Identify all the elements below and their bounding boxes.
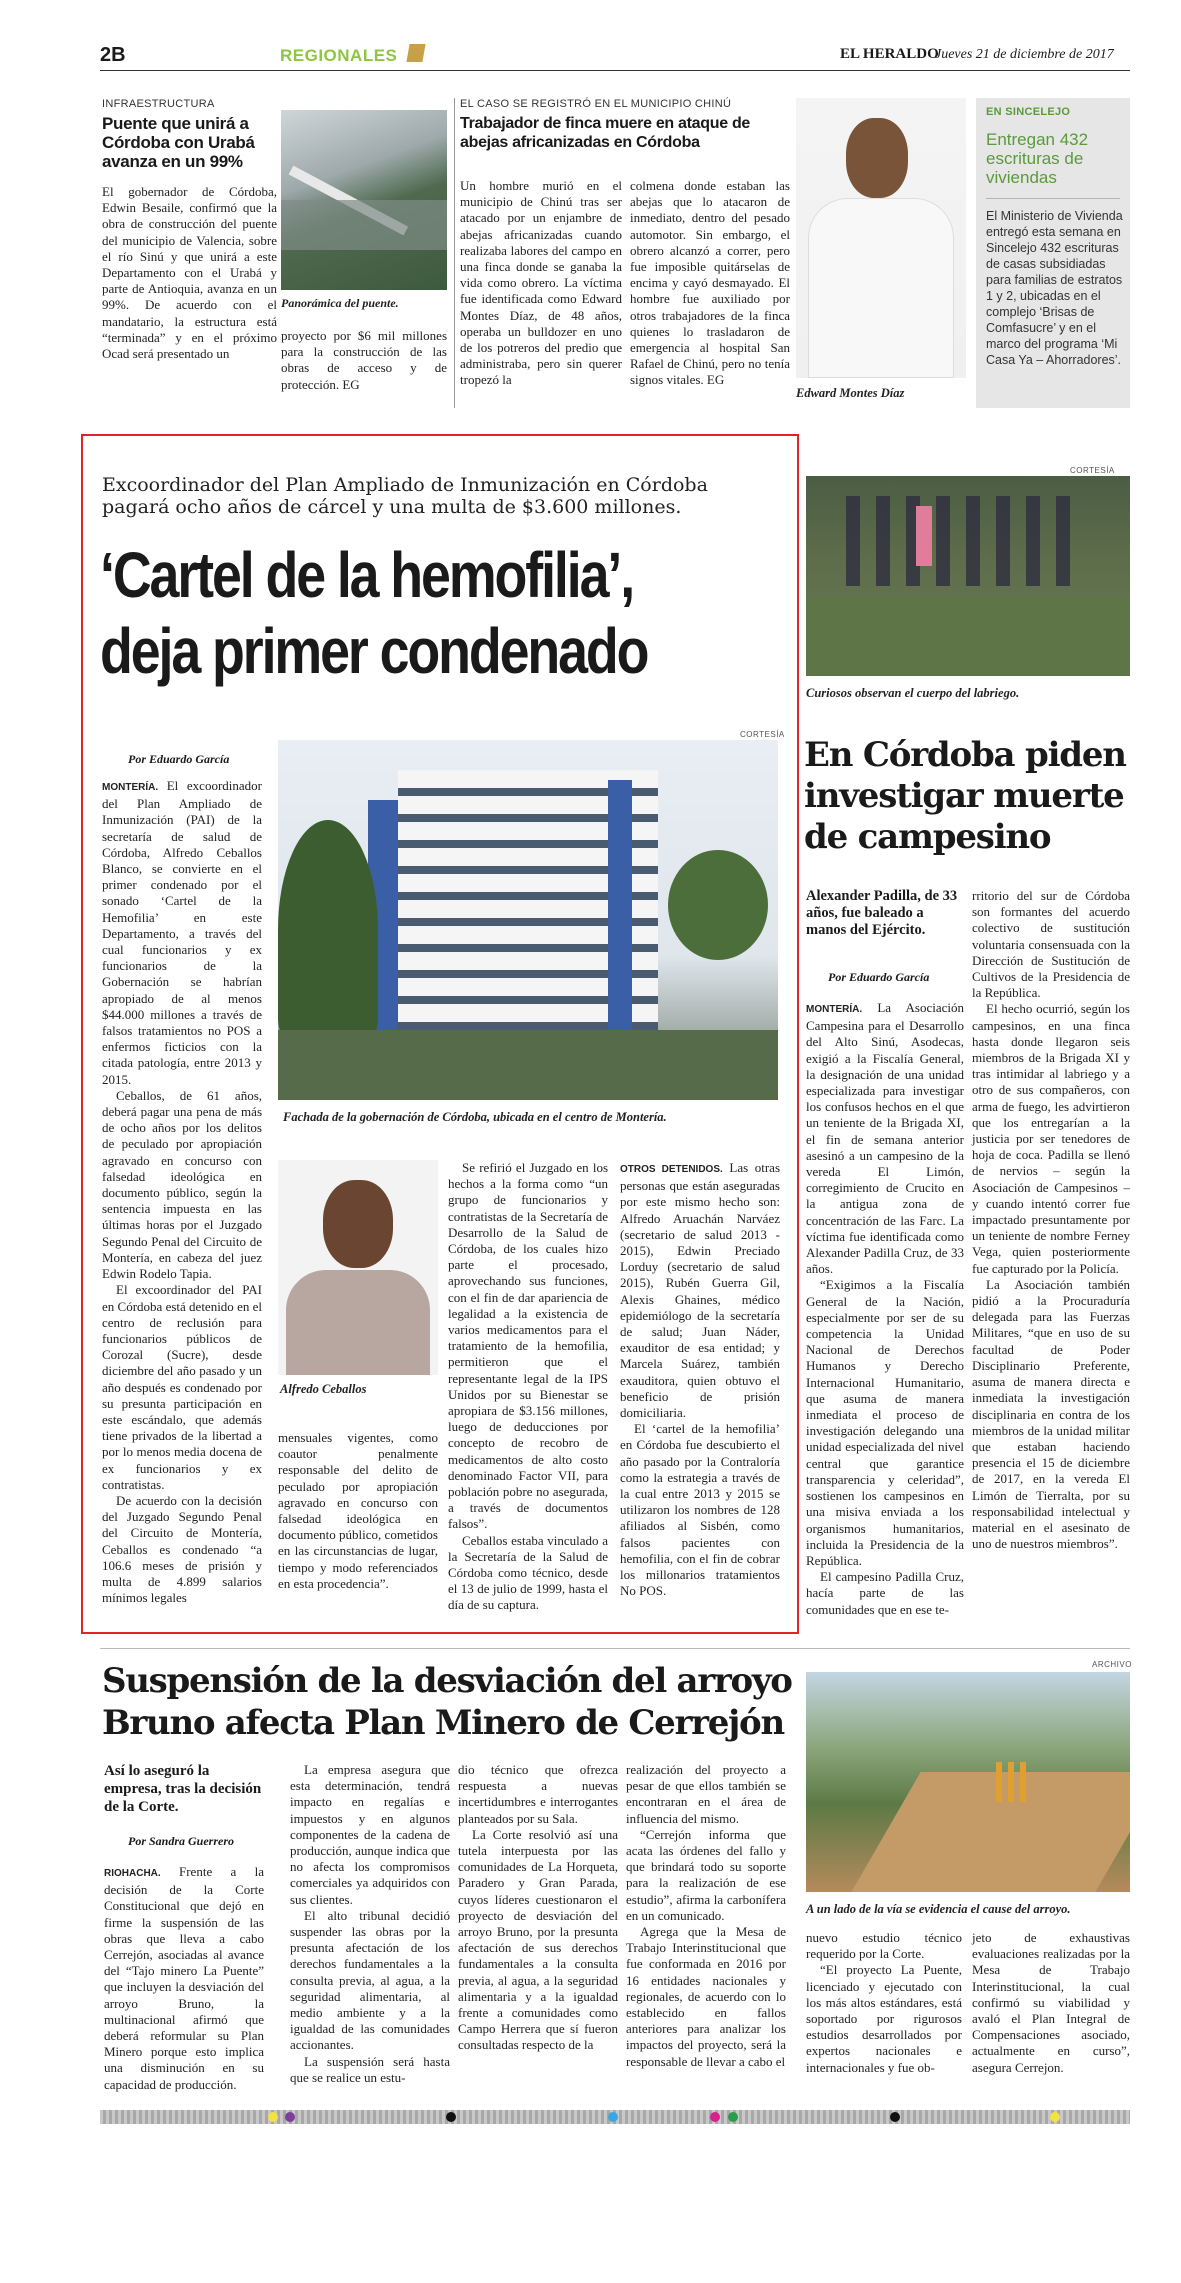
bottom-col2-p2: El alto tribunal decidió suspender las obras por la presunta afectación de los derechos fundamentales a la consulta previa, al agua, a la seguridad alimentaria, al medio ambiente y a la igualdad de las comunidades accionantes.	[290, 1907, 450, 2053]
bottom-col5-p2: “El proyecto La Puente, licenciado y ejecutado con los más altos estándares, está soportado por rigurosos estudios desarrollados por expertos nacionales e internacionales y fue ob-	[806, 1962, 962, 2075]
figure-pink	[916, 506, 932, 566]
divider	[454, 98, 455, 408]
main-col4-p1: Las otras personas que están aseguradas por este mismo hecho son: Alfredo Aruachán Narváez (secretario de salud 2013 - 2015), Edwin Preciado Lorduy (secretario de salud 2015), Rubén Guerra Gil, Alexis Ghaines, médico epidemiólogo de la secretaría de salud; Juan Náder, exauditor de esa entidad; y Marcela Suárez, también exauditora, quien obtuvo el beneficio de prisión domiciliaria.	[620, 1160, 781, 1421]
bottom-col3-p1: dio técnico que ofrezca respuesta a nuevas incertidumbres e interrogantes planteados por su Sala.	[458, 1762, 618, 1826]
story1-body: El gobernador de Córdoba, Edwin Besaile, confirmó que la obra de construcción del puente del municipio de Valencia, sobre el río Sinú y que unirá a este Departamento con el Urabá y parte de Antioquia, avanza en un 99%. De acuerdo con el mandatario, la estructura está “terminada” y en el próximo Ocad será presentado un	[102, 184, 277, 362]
arroyo-photo	[806, 1672, 1130, 1892]
victim-portrait	[796, 98, 966, 378]
portrait-body	[808, 198, 954, 378]
issue-date: Jueves 21 de diciembre de 2017	[935, 47, 1114, 62]
bottom-deck: Así lo aseguró la empresa, tras la decisión de la Corte.	[104, 1763, 262, 1815]
main-col1-p3: El excoordinador del PAI en Córdoba está detenido en el centro de reclusión para funcionarios públicos de Corozal (Sucre), desde diciembre del año pasado y un año después es condenado por su presunta participación en este escándalo, que además tiene privados de la libertad a por lo menos media docena de ex funcionarios y ex contratistas.	[102, 1282, 262, 1492]
tree-left	[278, 820, 378, 1040]
story1-body-end: proyecto por $6 mil millones para la construcción de las obras de acceso y de protección. EG	[281, 328, 447, 392]
bottom-col3-p2: La Corte resolvió así una tutela interpuesta por las comunidades de La Horqueta, Paradero y Gran Parada, cuyos líderes cuestionaron el proyecto de desviación del arroyo Bruno, por la presunta afectación de sus derechos fundamentales a la consulta previa, al agua, a la seguridad alimentaria y a la igualdad frente a comunidades como Campo Herrera que sí fueron consultadas respecto de la	[458, 1826, 618, 2053]
ceballos-portrait	[278, 1160, 438, 1375]
bottom-col2	[290, 1762, 450, 2086]
main-col1-p2: Ceballos, de 61 años, deberá pagar una pena de más de ocho años por los delitos de peculado por apropiación agravado en concurso con falsedad ideológica en documento público, según la sentencia impuesta en las últimas horas por el Juzgado Segundo Penal del Circuito de Montería, en cabeza del juez Edwin Rodelo Tapia.	[102, 1087, 262, 1282]
sidebar-headline: Entregan 432 escrituras de viviendas	[986, 130, 1089, 187]
campesino-headline: En Córdoba piden investigar muerte de campesino	[804, 735, 1126, 857]
bottom-col1-p1: Frente a la decisión de la Corte Constitucional que dejó en firme la suspensión de las obras que lleva a cabo Cerrejón, asociadas al avance del “Tajo minero La Puente” que incluyen la desviación del arroyo Bruno, la multinacional afirmó que deberá reformular su Plan Minero porque esto implica una disminución en su capacidad de producción.	[104, 1864, 264, 2092]
page-header	[100, 40, 1130, 80]
ceballos-shirt	[286, 1270, 430, 1375]
campesino-col1	[806, 1000, 964, 1618]
campesino-byline: Por Eduardo García	[828, 970, 930, 984]
registration-dot	[285, 2112, 295, 2122]
main-col4-subhead: OTROS DETENIDOS.	[620, 1164, 723, 1175]
campesino-photo-caption: Curiosos observan el cuerpo del labriego.	[806, 686, 1020, 700]
main-photo-credit: CORTESÍA	[740, 730, 785, 739]
story2-col1: Un hombre murió en el municipio de Chinú tras ser atacado por un enjambre de abejas africanizadas cuando realizaba labores del campo en una finca donde se ganaba la vida como obrero. La víctima fue identificada como Edward Montes Díaz, de 48 años, operaba un bulldozer en uno de los potreros del predio que administraba, pero sin querer tropezó la	[460, 178, 622, 388]
sidebar-rule	[986, 198, 1120, 199]
portrait-head	[846, 118, 908, 198]
footer-strip	[100, 2110, 1130, 2124]
main-col1-p1: El excoordinador del Plan Ampliado de Inmunización (PAI) de la secretaría de salud de Córdoba, Alfredo Ceballos Blanco, se convierte en el primer condenado por el sonado ‘Cartel de la Hemofilia’ en este Departamento, a través del cual funcionarios y ex funcionarios de la Gobernación se habrían apropiado de al menos $44.000 millones a través de falsos tratamientos no POS a enfermos ficticios con la citada patología, entre 2013 y 2015.	[102, 778, 262, 1087]
building-blue-column-right	[608, 780, 632, 1040]
page-number: 2B	[100, 44, 126, 66]
main-dateline: MONTERÍA.	[102, 782, 159, 793]
registration-dot	[1050, 2112, 1060, 2122]
story2-kicker: EL CASO SE REGISTRÓ EN EL MUNICIPIO CHINÚ	[460, 98, 732, 110]
workers	[996, 1762, 1026, 1802]
portrait-caption: Alfredo Ceballos	[280, 1382, 367, 1396]
sidebar-kicker: EN SINCELEJO	[986, 106, 1071, 118]
campesino-deck: Alexander Padilla, de 33 años, fue baleado a manos del Ejército.	[806, 888, 958, 938]
main-headline-2: deja primer condenado	[100, 615, 648, 687]
bottom-photo-credit: ARCHIVO	[1092, 1660, 1132, 1669]
main-photo-caption: Fachada de la gobernación de Córdoba, ubicada en el centro de Montería.	[283, 1110, 667, 1124]
sidebar-body: El Ministerio de Vivienda entregó esta semana en Sincelejo 432 escrituras de casas subsidiadas para familias de estratos 1 y 2, ubicadas en el complejo ‘Brisas de Comfasucre’ y en el marco del programa ‘Mi Casa Ya – Ahorradores’.	[986, 209, 1123, 367]
bottom-col5-p1: nuevo estudio técnico requerido por la Corte.	[806, 1930, 962, 1962]
main-deck: Excoordinador del Plan Ampliado de Inmunización en Córdoba pagará ocho años de cárcel y una multa de $3.600 millones.	[102, 474, 708, 518]
dirt-channel	[851, 1772, 1130, 1892]
campesino-photo-credit: CORTESÍA	[1070, 466, 1115, 475]
header-rule	[100, 70, 1130, 71]
main-byline: Por Eduardo García	[128, 752, 230, 766]
campesino-col2-p2: El hecho ocurrió, según los campesinos, en una finca hasta donde llegaron seis miembros de la Brigada XI y tras intimidar al labriego y a otro de sus compañeros, con arma de fuego, les advirtieron que los entregarían a la justicia por ser tenedores de hoja de coca. Padilla se llenó de nervios – según la Asociación de Campesinos – y cuando intentó correr fue impactado presuntamente por un teniente de nombre Ferney Vega, quien posteriormente fue capturado por la Policía.	[972, 1001, 1130, 1276]
registration-dot	[446, 2112, 456, 2122]
campesino-col1-p2: “Exigimos a la Fiscalía General de la Nación, especialmente por ser de su competencia la Unidad Nacional de Derechos Humanos y Derecho Internacional Humanitario, que asuma de manera inmediata el proceso de investigación delegando una unidad especializada del nivel central que garantice transparencia y celeridad”, sostienen los campesinos en una misiva enviada a los organismos humanitarios, incluida la Presidencia de la República.	[806, 1277, 964, 1568]
registration-dot	[710, 2112, 720, 2122]
campesino-dateline: MONTERÍA.	[806, 1004, 863, 1015]
bottom-col6-p1: jeto de exhaustivas evaluaciones realizadas por la Mesa de Trabajo Interinstitucional, la cual confirmó su viabilidad y avaló el Plan Integral de Compensaciones asociado, actualmente en curso”, asegura Cerrejon.	[972, 1930, 1130, 2075]
street-trees	[278, 1030, 778, 1100]
story1-kicker: INFRAESTRUCTURA	[102, 98, 215, 110]
bottom-section-rule	[100, 1648, 1130, 1649]
registration-dot	[268, 2112, 278, 2122]
bottom-col1	[104, 1864, 264, 2093]
main-col3-p1: Se refirió el Juzgado en los hechos a la forma como “un grupo de funcionarios y contratistas de la Secretaría de Desarrollo de la Salud de Córdoba, de los cuales hizo parte el procesado, aprovechando sus funciones, con el fin de dar apariencia de legalidad a la existencia de varios medicamentos para el tratamiento de la hemofilia, permitieron que el representante legal de la IPS Unidos por su Bienestar se apropiara de $3.156 millones, luego de deducciones por concepto de recobro de medicamentos de alto costo denominado Factor VII, para población pobre no asegurada, a través de documentos falsos”.	[448, 1160, 608, 1532]
palm-tree	[668, 850, 768, 960]
story2-col2: colmena donde estaban las abejas que lo atacaron de inmediato, dentro del pesado automotor. Sin embargo, el obrero alcanzó a correr, pero fue imposible quitárselas de encima y cayó desmayado. El hombre fue auxiliado por otros trabajadores de la finca quienes lo trasladaron de emergencia al hospital San Rafael de Chinú, pero no tenía signos vitales. EG	[630, 178, 790, 388]
main-col4-p2: El ‘cartel de la hemofilia’ en Córdoba fue descubierto el año pasado por la Contraloría como la estrategia a través de la cual entre 2013 y 2015 se utilizaron los nombres de 128 afiliados al Sisbén, como falsos pacientes con hemofilia, con el fin de cobrar los millonarios tratamientos No POS.	[620, 1421, 780, 1599]
campesino-col1-p3: El campesino Padilla Cruz, hacía parte de las comunidades que en ese te-	[806, 1569, 964, 1617]
sidebar-box	[976, 98, 1130, 408]
ground	[806, 596, 1130, 676]
campesino-col2	[972, 888, 1130, 1552]
campesino-col2-p1: rritorio del sur de Córdoba son formantes del acuerdo colectivo de sustitución voluntaria consensuada con la Dirección de Sustitución de Cultivos de la Presidencia de la República.	[972, 888, 1130, 1001]
registration-dot	[890, 2112, 900, 2122]
bottom-col4-p2: “Cerrejón informa que acata las órdenes del fallo y que brindará todo su soporte para la realización de ese estudio”, afirma la carbonífera en un comunicado.	[626, 1826, 786, 1923]
registration-dot	[608, 2112, 618, 2122]
registration-dot	[728, 2112, 738, 2122]
main-headline-1: ‘Cartel de la hemofilia’,	[100, 539, 634, 611]
bottom-headline-2: Bruno afecta Plan Minero de Cerrejón	[102, 1703, 784, 1743]
bottom-col4-p1: realización del proyecto a pesar de que ellos también se encontraran en el área de influencia del mismo.	[626, 1762, 786, 1826]
main-col3	[448, 1160, 608, 1614]
campesino-col1-p1: La Asociación Campesina para el Desarrollo del Alto Sinú, Asodecas, exigió a la Fiscalía General, la designación de una unidad especializada para investigar los confusos hechos en el que un teniente de la Brigada XI, el fin de semana anterior asesinó a un campesino de la vereda El Limón, corregimiento de Crucito en la antigua zona de concentración de las Farc. La víctima fue identificada como Alexander Padilla Cruz, de 33 años.	[806, 1000, 964, 1277]
bottom-col4	[626, 1762, 786, 2070]
bottom-col5	[806, 1930, 962, 2076]
main-col3-p2: Ceballos estaba vinculado a la Secretaría de la Salud de Córdoba como técnico, desde el 13 de julio de 1999, hasta el día de su captura.	[448, 1532, 608, 1613]
campesino-col2-p3: La Asociación también pidió a la Procuraduría delegada para las Fuerzas Militares, “que en uso de su facultad de Poder Disciplinario Preferente, asuma de manera directa e inmediata la investigación disciplinaria en contra de los miembros de la unidad militar que estaban haciendo presencia el 15 de diciembre de 2017, en la vereda El Limón de Tierralta, por su responsabilidad intelectual y material en el asesinato de uno de nuestros miembros”.	[972, 1276, 1130, 1552]
river	[281, 200, 447, 250]
bottom-col4-p3: Agrega que la Mesa de Trabajo Interinstitucional que fue conformada en 2016 por 16 entidades nacionales y regionales, de acuerdo con lo establecido en fallos anteriores para analizar los impactos del proyecto, será la responsable de llevar a cabo el	[626, 1924, 786, 2069]
bridge-photo	[281, 110, 447, 290]
crowd-figures	[846, 496, 1086, 586]
main-col1	[102, 778, 262, 1606]
bottom-col2-p1: La empresa asegura que esta determinación, tendrá impacto en regalías e impuestos y en algunos componentes de la cadena de producción, aunque indica que no afecta los compromisos comerciales ya adquiridos con sus clientes.	[290, 1762, 450, 1907]
bottom-headline-1: Suspensión de la desviación del arroyo	[102, 1661, 792, 1701]
campesino-photo	[806, 476, 1130, 676]
story1-caption: Panorámica del puente.	[281, 296, 399, 310]
story2-caption: Edward Montes Díaz	[796, 386, 905, 400]
bottom-col2-p3: La suspensión será hasta que se realice un estu-	[290, 2053, 450, 2085]
bottom-photo-caption: A un lado de la vía se evidencia el cause del arroyo.	[806, 1902, 1071, 1916]
story2-headline: Trabajador de finca muere en ataque de abejas africanizadas en Córdoba	[460, 115, 751, 151]
section-name: REGIONALES	[280, 46, 398, 65]
main-col2-below: mensuales vigentes, como coautor penalmente responsable del delito de peculado por apropiación agravado en concurso con falsedad ideológica en documento público, cometidos en las circunstancias de lugar, tiempo y modo referenciados en esta procedencia”.	[278, 1430, 438, 1591]
story1-headline: Puente que unirá a Córdoba con Urabá avanza en un 99%	[102, 114, 255, 171]
government-building-photo	[278, 740, 778, 1100]
bottom-col3	[458, 1762, 618, 2054]
bottom-dateline: RIOHACHA.	[104, 1868, 161, 1879]
bottom-byline: Por Sandra Guerrero	[128, 1834, 235, 1848]
section-flag-icon	[406, 44, 425, 62]
bottom-col6	[972, 1930, 1130, 2076]
main-col4	[620, 1160, 780, 1599]
main-col1-p4: De acuerdo con la decisión del Juzgado Segundo Penal del Circuito de Montería, Ceballos es condenado “a 106.6 meses de prisión y multa de 4.899 salarios mínimos legales	[102, 1492, 262, 1606]
newspaper-name: EL HERALDO	[840, 46, 939, 62]
ceballos-head	[323, 1180, 393, 1268]
